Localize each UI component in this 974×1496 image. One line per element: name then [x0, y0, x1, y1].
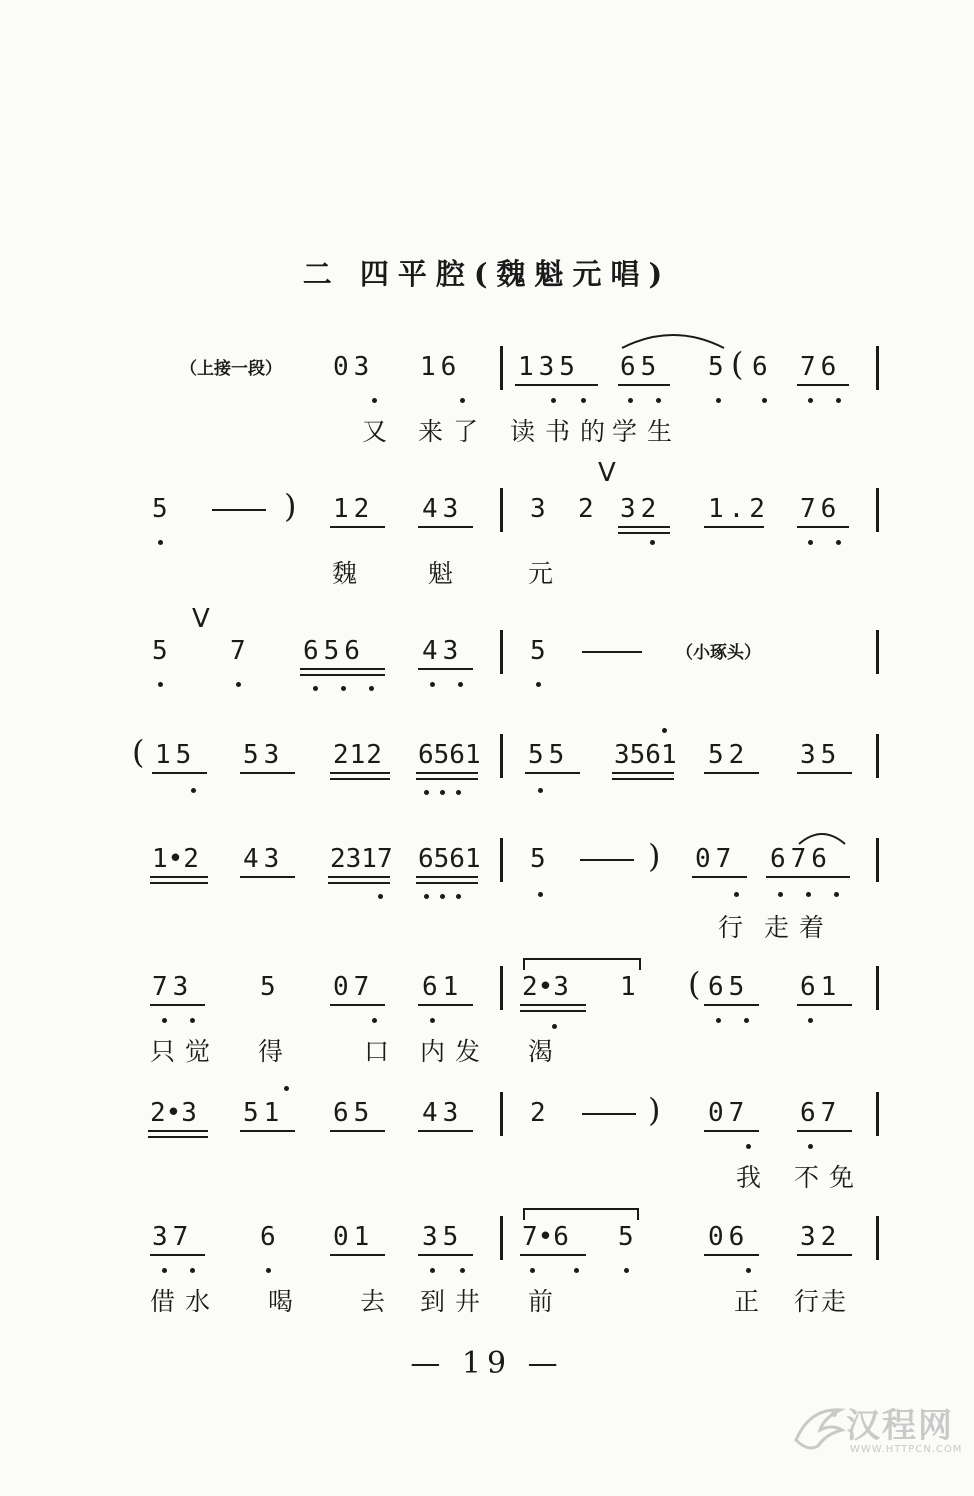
- note-group: 37: [152, 1222, 194, 1252]
- octave-dot: [266, 1268, 271, 1273]
- barline: [876, 838, 879, 882]
- octave-dot: [746, 1144, 751, 1149]
- octave-dot: [628, 398, 633, 403]
- octave-dot: [162, 1018, 167, 1023]
- octave-dot: [744, 1018, 749, 1023]
- note-group: 6: [260, 1222, 281, 1252]
- underline: [612, 772, 674, 774]
- octave-dot: [430, 1018, 435, 1023]
- note-group: 43: [422, 636, 464, 666]
- octave-dot: [456, 894, 461, 899]
- octave-dot: [190, 1018, 195, 1023]
- note-group: 03: [333, 352, 375, 382]
- note-group: 65: [708, 972, 750, 1002]
- note-group: 1.2: [708, 494, 770, 524]
- underline: [704, 1004, 759, 1006]
- triplet-bracket: [522, 1206, 640, 1222]
- note-group: 5: [152, 636, 173, 666]
- underline: [416, 876, 478, 878]
- underline: [330, 778, 390, 780]
- barline: [876, 488, 879, 532]
- note-group: 676: [770, 844, 832, 874]
- crane-logo-icon: [790, 1400, 848, 1458]
- note-group: 2•3: [522, 972, 569, 1002]
- octave-dot: [762, 398, 767, 403]
- underline: [618, 532, 670, 534]
- sustain-dash: [582, 651, 642, 653]
- octave-dot: [158, 540, 163, 545]
- lyric-text: 只觉: [150, 1037, 221, 1066]
- sustain-dash: [212, 509, 266, 511]
- octave-dot: [656, 398, 661, 403]
- barline: [500, 966, 503, 1010]
- note-group: 65: [333, 1098, 375, 1128]
- octave-dot: [458, 682, 463, 687]
- note-group: 3561: [614, 740, 677, 770]
- underline: [148, 1136, 208, 1138]
- lyric-text: 行走: [794, 1287, 849, 1316]
- lyric-text: 行: [718, 913, 754, 942]
- underline: [330, 526, 385, 528]
- octave-dot: [430, 682, 435, 687]
- lyric-text: 来了: [418, 417, 489, 446]
- watermark-text: 汉程网: [846, 1406, 954, 1446]
- note-group: 43: [243, 844, 285, 874]
- octave-dot: [460, 1268, 465, 1273]
- octave-dot: [440, 894, 445, 899]
- page-number: — 19 —: [410, 1346, 564, 1381]
- note-group: 65: [620, 352, 662, 382]
- note-group: 5: [530, 844, 551, 874]
- note-group: 01: [333, 1222, 375, 1252]
- underline: [520, 1254, 586, 1256]
- octave-dot: [662, 728, 667, 733]
- close-paren: ): [648, 1091, 661, 1129]
- octave-dot: [191, 788, 196, 793]
- note-group: 6561: [418, 740, 481, 770]
- underline: [797, 1004, 852, 1006]
- octave-dot: [806, 892, 811, 897]
- lyric-text: 又: [362, 417, 398, 446]
- note-group: 76: [800, 352, 842, 382]
- underline: [704, 1130, 759, 1132]
- note-group: 73: [152, 972, 194, 1002]
- underline: [148, 1130, 208, 1132]
- note-group: 51: [243, 1098, 285, 1128]
- octave-dot: [536, 682, 541, 687]
- underline: [150, 1004, 205, 1006]
- underline: [150, 1254, 205, 1256]
- octave-dot: [716, 1018, 721, 1023]
- underline: [240, 772, 295, 774]
- close-paren: ): [648, 837, 661, 875]
- octave-dot: [424, 790, 429, 795]
- lyric-text: 去: [360, 1287, 396, 1316]
- octave-dot: [808, 1144, 813, 1149]
- octave-dot: [284, 1086, 289, 1091]
- octave-dot: [538, 788, 543, 793]
- lyric-text: 渴: [528, 1037, 564, 1066]
- triplet-bracket: [522, 956, 642, 972]
- octave-dot: [834, 892, 839, 897]
- note-group: 7: [230, 636, 251, 666]
- barline: [500, 630, 503, 674]
- note-group: 43: [422, 494, 464, 524]
- note-group: 07: [333, 972, 375, 1002]
- open-paren: (: [688, 965, 701, 1003]
- lyric-text: 读书的: [510, 417, 616, 446]
- octave-dot: [836, 398, 841, 403]
- note-group: 5: [152, 494, 173, 524]
- octave-dot: [424, 894, 429, 899]
- octave-dot: [158, 682, 163, 687]
- underline: [330, 1254, 385, 1256]
- note-group: 5: [618, 1222, 639, 1252]
- lyric-text: 喝: [268, 1287, 304, 1316]
- note-group: 16: [420, 352, 462, 382]
- lyric-text: 不免: [794, 1163, 865, 1192]
- underline: [240, 1130, 295, 1132]
- note-group: 6: [752, 352, 773, 382]
- note-group: 2•3: [150, 1098, 197, 1128]
- note-group: 5: [530, 636, 551, 666]
- octave-dot: [650, 540, 655, 545]
- underline: [766, 876, 850, 878]
- note-group: 07: [695, 844, 737, 874]
- note-group: 35: [800, 740, 842, 770]
- note-group: 212: [333, 740, 383, 770]
- underline: [704, 772, 759, 774]
- barline: [876, 734, 879, 778]
- underline: [418, 668, 473, 670]
- octave-dot: [746, 1268, 751, 1273]
- octave-dot: [808, 398, 813, 403]
- open-paren: (: [132, 733, 145, 771]
- octave-dot: [778, 892, 783, 897]
- note-group: 2317: [330, 844, 393, 874]
- octave-dot: [190, 1268, 195, 1273]
- lyric-text: 口: [364, 1037, 400, 1066]
- note-group: 5: [260, 972, 281, 1002]
- lyric-text: 前: [528, 1287, 564, 1316]
- octave-dot: [236, 682, 241, 687]
- note-group: 43: [422, 1098, 464, 1128]
- underline: [418, 526, 473, 528]
- barline: [500, 346, 503, 390]
- lyric-text: 魁: [428, 559, 464, 588]
- octave-dot: [372, 1018, 377, 1023]
- underline: [525, 772, 580, 774]
- note-group: 53: [243, 740, 285, 770]
- open-paren: (: [731, 345, 744, 383]
- close-paren: ): [284, 487, 297, 525]
- underline: [692, 876, 747, 878]
- note-group: 67: [800, 1098, 842, 1128]
- underline: [328, 882, 390, 884]
- note-group: 15: [155, 740, 197, 770]
- underline: [797, 526, 849, 528]
- octave-dot: [734, 892, 739, 897]
- note-group: 5: [708, 352, 729, 382]
- note-group: 12: [333, 494, 375, 524]
- octave-dot: [440, 790, 445, 795]
- barline: [876, 966, 879, 1010]
- note-group: 61: [800, 972, 842, 1002]
- underline: [300, 668, 385, 670]
- octave-dot: [313, 686, 318, 691]
- octave-dot: [808, 1018, 813, 1023]
- octave-dot: [552, 1024, 557, 1029]
- octave-dot: [836, 540, 841, 545]
- barline: [876, 1092, 879, 1136]
- octave-dot: [341, 686, 346, 691]
- barline: [876, 346, 879, 390]
- underline: [416, 882, 478, 884]
- note-group: 55: [528, 740, 570, 770]
- note-group: 35: [422, 1222, 464, 1252]
- octave-dot: [460, 398, 465, 403]
- breath-mark: V: [192, 604, 210, 634]
- underline: [150, 882, 208, 884]
- note-group: 7•6: [522, 1222, 569, 1252]
- watermark: [790, 1392, 963, 1466]
- barline: [500, 734, 503, 778]
- barline: [876, 630, 879, 674]
- watermark-url: WWW.HTTPCN.COM: [850, 1444, 963, 1455]
- octave-dot: [551, 398, 556, 403]
- remark-text: （小琢头）: [676, 643, 761, 663]
- underline: [797, 772, 852, 774]
- underline: [418, 1004, 473, 1006]
- note-group: 32: [800, 1222, 842, 1252]
- note-group: 52: [708, 740, 750, 770]
- note-group: 3: [530, 494, 551, 524]
- barline: [876, 1216, 879, 1260]
- lyric-text: 元: [528, 559, 564, 588]
- octave-dot: [369, 686, 374, 691]
- octave-dot: [808, 540, 813, 545]
- underline: [240, 876, 295, 878]
- note-group: 1•2: [152, 844, 199, 874]
- underline: [520, 1010, 586, 1012]
- octave-dot: [581, 398, 586, 403]
- underline: [704, 526, 764, 528]
- note-group: 07: [708, 1098, 750, 1128]
- note-group: 1: [620, 972, 641, 1002]
- note-group: 135: [518, 352, 580, 382]
- lyric-text: 得: [258, 1037, 294, 1066]
- octave-dot: [530, 1268, 535, 1273]
- underline: [416, 778, 478, 780]
- underline: [515, 384, 598, 386]
- barline: [500, 1216, 503, 1260]
- slur-mark: [796, 828, 848, 846]
- lyric-text: 学生: [612, 417, 683, 446]
- slur-mark: [618, 328, 728, 352]
- octave-dot: [456, 790, 461, 795]
- underline: [797, 1254, 852, 1256]
- underline: [797, 1130, 852, 1132]
- octave-dot: [624, 1268, 629, 1273]
- underline: [330, 1130, 385, 1132]
- octave-dot: [372, 398, 377, 403]
- remark-text: （上接一段）: [180, 359, 282, 379]
- underline: [152, 772, 207, 774]
- octave-dot: [716, 398, 721, 403]
- lyric-text: 借水: [150, 1287, 221, 1316]
- underline: [704, 1254, 759, 1256]
- lyric-text: 到井: [420, 1287, 491, 1316]
- lyric-text: 魏: [332, 559, 368, 588]
- note-group: 61: [422, 972, 464, 1002]
- underline: [330, 1004, 385, 1006]
- octave-dot: [430, 1268, 435, 1273]
- underline: [618, 526, 670, 528]
- underline: [330, 772, 390, 774]
- underline: [416, 772, 478, 774]
- breath-mark: V: [598, 458, 616, 488]
- note-group: 2: [530, 1098, 551, 1128]
- underline: [612, 778, 674, 780]
- octave-dot: [378, 894, 383, 899]
- sustain-dash: [582, 1113, 636, 1115]
- underline: [150, 876, 208, 878]
- note-group: 2: [578, 494, 599, 524]
- lyric-text: 走着: [764, 913, 835, 942]
- lyric-text: 正: [734, 1287, 770, 1316]
- octave-dot: [162, 1268, 167, 1273]
- underline: [300, 674, 385, 676]
- underline: [520, 1004, 586, 1006]
- underline: [328, 876, 390, 878]
- page-title: 二 四平腔(魏魁元唱): [302, 257, 672, 291]
- note-group: 32: [620, 494, 662, 524]
- underline: [418, 1254, 473, 1256]
- note-group: 76: [800, 494, 842, 524]
- lyric-text: 内发: [420, 1037, 491, 1066]
- octave-dot: [538, 892, 543, 897]
- underline: [797, 384, 849, 386]
- note-group: 06: [708, 1222, 750, 1252]
- lyric-text: 我: [736, 1163, 772, 1192]
- underline: [418, 1130, 473, 1132]
- underline: [618, 384, 670, 386]
- note-group: 6561: [418, 844, 481, 874]
- note-group: 656: [303, 636, 365, 666]
- sustain-dash: [580, 859, 634, 861]
- octave-dot: [574, 1268, 579, 1273]
- barline: [500, 1092, 503, 1136]
- barline: [500, 838, 503, 882]
- barline: [500, 488, 503, 532]
